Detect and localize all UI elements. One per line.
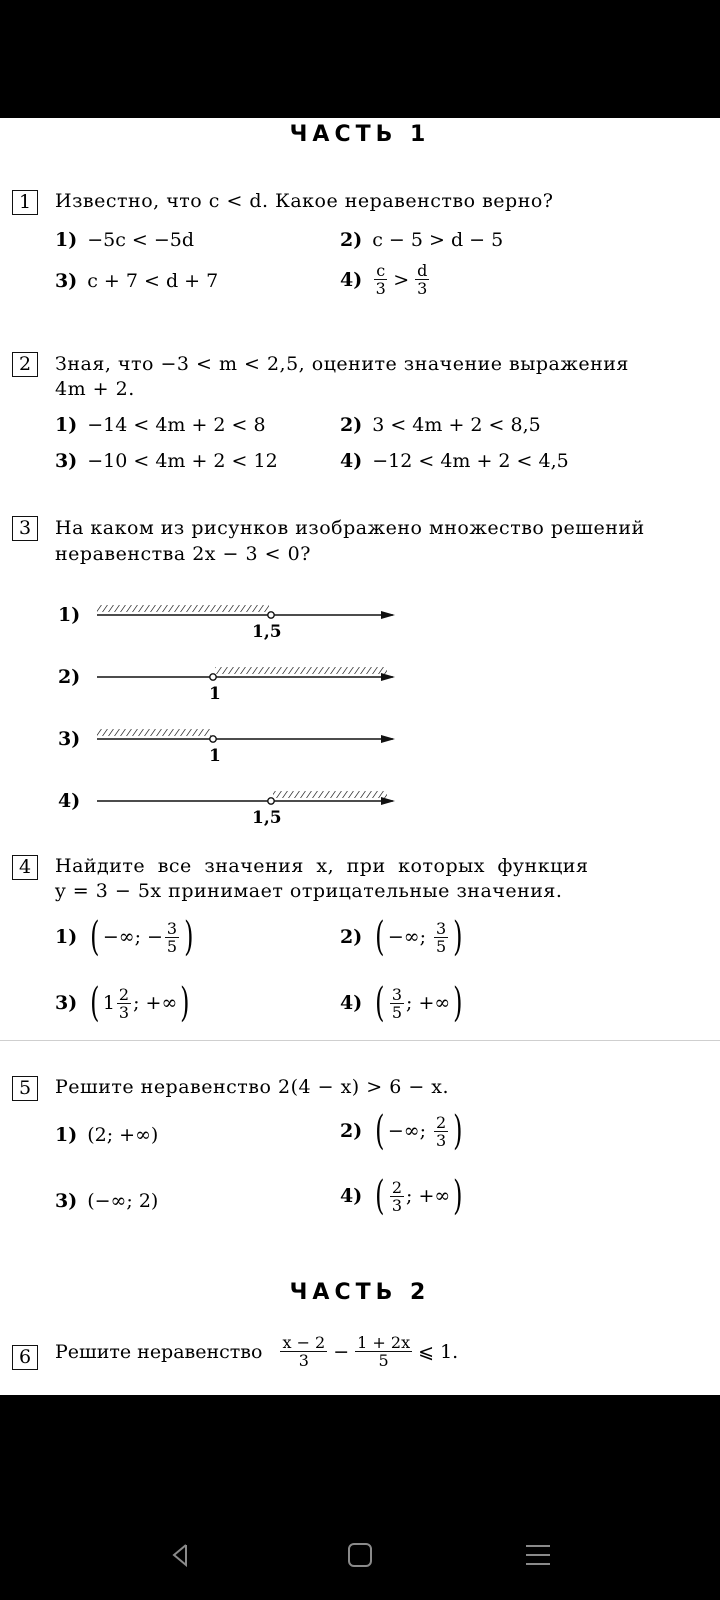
answer-option[interactable]: 4) ( $\frac{2}{3}$ ; +∞ ) bbox=[340, 1173, 463, 1219]
point-label: 1 bbox=[209, 746, 221, 766]
answer-option[interactable]: 3) (−∞; 2) bbox=[55, 1190, 159, 1212]
answer-option[interactable]: 3) −10 < 4m + 2 < 12 bbox=[55, 450, 278, 472]
answer-option[interactable]: 1) (2; +∞) bbox=[55, 1124, 159, 1146]
home-icon[interactable] bbox=[340, 1535, 380, 1575]
number-line-option-4[interactable] bbox=[95, 791, 405, 815]
answer-option[interactable]: 4) −12 < 4m + 2 < 4,5 bbox=[340, 450, 569, 472]
answer-option-label[interactable]: 3) bbox=[58, 728, 81, 750]
fraction: $\frac{x - 2}{3}$ bbox=[282, 1333, 326, 1370]
back-icon[interactable] bbox=[160, 1535, 200, 1575]
question-number: 3 bbox=[12, 516, 38, 541]
question-text: Решите неравенство 2(4 − x) > 6 − x. bbox=[55, 1076, 450, 1098]
question-number: 4 bbox=[12, 855, 38, 880]
fraction: $\frac{3}{5}$ bbox=[435, 918, 447, 956]
status-bar-area bbox=[0, 0, 720, 118]
number-line-option-1[interactable] bbox=[95, 605, 405, 629]
question-text: Решите неравенство $\frac{x - 2}{3}$ − $\frac{1 + 2x}{5}$ ⩽ 1. bbox=[55, 1333, 459, 1370]
question-text-line: Найдите все значения x, при которых функция bbox=[55, 855, 589, 877]
fraction: $\frac{2}{3}$ bbox=[435, 1112, 447, 1150]
question-text-line: На каком из рисунков изображено множество решений bbox=[55, 517, 645, 539]
number-line-option-3[interactable] bbox=[95, 729, 405, 753]
question-text-line: Зная, что −3 < m < 2,5, оцените значение выражения bbox=[55, 353, 629, 375]
question-number: 2 bbox=[12, 352, 38, 377]
point-label: 1,5 bbox=[252, 808, 282, 828]
answer-option[interactable]: 2) c − 5 > d − 5 bbox=[340, 229, 504, 251]
question-number: 5 bbox=[12, 1076, 38, 1101]
fraction: $\frac{c}{3}$ bbox=[375, 261, 386, 298]
fraction: $\frac{2}{3}$ bbox=[118, 984, 130, 1022]
answer-option[interactable]: 4) $\frac{c}{3}$ > $\frac{d}{3}$ bbox=[340, 261, 428, 298]
part-title: ЧАСТЬ 2 bbox=[289, 1280, 431, 1305]
answer-option[interactable]: 1) −5c < −5d bbox=[55, 229, 195, 251]
point-label: 1 bbox=[209, 684, 221, 704]
question-number: 1 bbox=[12, 190, 38, 215]
fraction: $\frac{d}{3}$ bbox=[417, 261, 428, 298]
part-title: ЧАСТЬ 1 bbox=[289, 122, 431, 147]
answer-option-label[interactable]: 4) bbox=[58, 790, 81, 812]
answer-option[interactable]: 2) 3 < 4m + 2 < 8,5 bbox=[340, 414, 541, 436]
answer-option-label[interactable]: 1) bbox=[58, 604, 81, 626]
answer-option[interactable]: 4) ( $\frac{3}{5}$ ; +∞ ) bbox=[340, 980, 463, 1026]
number-line-option-2[interactable] bbox=[95, 667, 405, 691]
answer-option[interactable]: 3) c + 7 < d + 7 bbox=[55, 270, 219, 292]
recents-icon[interactable] bbox=[518, 1535, 558, 1575]
question-text-line: 4m + 2. bbox=[55, 378, 135, 400]
question-text-line: неравенства 2x − 3 < 0? bbox=[55, 543, 311, 565]
question-text-line: y = 3 − 5x принимает отрицательные значения. bbox=[55, 880, 563, 902]
answer-option[interactable]: 2) ( −∞; $\frac{2}{3}$ ) bbox=[340, 1108, 463, 1154]
answer-option[interactable]: 1) ( −∞; − $\frac{3}{5}$ ) bbox=[55, 914, 194, 960]
fraction: $\frac{3}{5}$ bbox=[391, 984, 403, 1022]
divider bbox=[0, 1040, 720, 1041]
fraction: $\frac{1 + 2x}{5}$ bbox=[357, 1333, 411, 1370]
question-number: 6 bbox=[12, 1345, 38, 1370]
fraction: $\frac{2}{3}$ bbox=[391, 1177, 403, 1215]
answer-option[interactable]: 2) ( −∞; $\frac{3}{5}$ ) bbox=[340, 914, 463, 960]
point-label: 1,5 bbox=[252, 622, 282, 642]
answer-option[interactable]: 3) ( 1 $\frac{2}{3}$ ; +∞ ) bbox=[55, 980, 190, 1026]
answer-option[interactable]: 1) −14 < 4m + 2 < 8 bbox=[55, 414, 266, 436]
fraction: $\frac{3}{5}$ bbox=[166, 918, 178, 956]
answer-option-label[interactable]: 2) bbox=[58, 666, 81, 688]
question-text: Известно, что c < d. Какое неравенство верно? bbox=[55, 190, 554, 212]
